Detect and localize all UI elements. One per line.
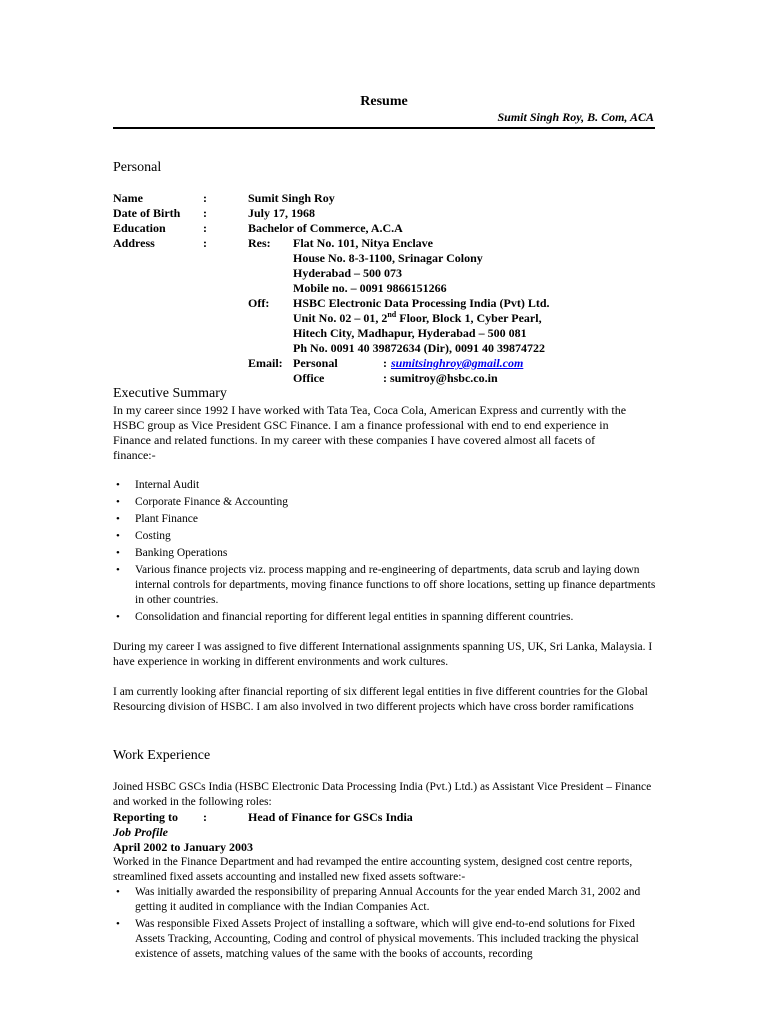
- summary-paragraph: I am currently looking after financial reporting of six different legal entities in five different countries for the Global Resourcing division of HSBC. I am also involved in two different projects which have cross border ramifications: [113, 686, 648, 713]
- education-label: Education: [113, 221, 166, 235]
- list-item: • Was initially awarded the responsibility of preparing Annual Accounts for the year ended March 31, 2002 and getting it audited in compliance with the Indian Companies Act.: [113, 885, 658, 915]
- list-item: • Plant Finance: [113, 512, 658, 527]
- education-colon: :: [203, 221, 207, 235]
- job-profile-label: Job Profile: [113, 825, 168, 839]
- list-item: • Costing: [113, 529, 658, 544]
- list-item: • Various finance projects viz. process mapping and re-engineering of departments, data scrub and laying down internal controls for departments, moving finance functions to off shore locations, setting up finance departments in other countries.: [113, 563, 658, 608]
- res-line: House No. 8-3-1100, Srinagar Colony: [293, 251, 483, 265]
- off-line-text: Unit No. 02 – 01, 2: [293, 311, 388, 325]
- name-label: Name: [113, 191, 143, 205]
- list-item: • Internal Audit: [113, 478, 658, 493]
- summary-paragraph: During my career I was assigned to five different International assignments spanning US, UK, Sri Lanka, Malaysia. I have experience in working in different environments and work cultures.: [113, 641, 653, 668]
- off-line: Ph No. 0091 40 39872634 (Dir), 0091 40 39874722: [293, 341, 545, 355]
- name-colon: :: [203, 191, 207, 205]
- role-description: Worked in the Finance Department and had revamped the entire accounting system, designed cost centre reports, streamlined fixed assets accounting and installed new fixed assets software:-: [113, 856, 633, 883]
- reporting-label: Reporting to: [113, 810, 178, 824]
- list-item: • Banking Operations: [113, 546, 658, 561]
- summary-line: Finance and related functions. In my career with these companies I have covered almost all facets of: [113, 433, 596, 447]
- address-colon: :: [203, 236, 207, 250]
- off-line-text: Floor, Block 1, Cyber Pearl,: [396, 311, 542, 325]
- res-line: Mobile no. – 0091 9866151266: [293, 281, 447, 295]
- off-line: [293, 311, 542, 326]
- list-item: • Was responsible Fixed Assets Project of installing a software, which will give end-to-end solutions for Fixed Assets Tracking, Accounting, Coding and control of physical movements. This included tracking the physical existence of assets, matching values of the same with the books of accounts, recording: [113, 917, 658, 962]
- summary-line: In my career since 1992 I have worked with Tata Tea, Coca Cola, American Express and currently with the: [113, 403, 627, 417]
- office-email: : sumitroy@hsbc.co.in: [383, 371, 498, 385]
- summary-line: finance:-: [113, 448, 156, 462]
- email-personal-label: Personal: [293, 356, 338, 370]
- reporting-value: Head of Finance for GSCs India: [248, 810, 413, 824]
- res-line: Flat No. 101, Nitya Enclave: [293, 236, 433, 250]
- dob-colon: :: [203, 206, 207, 220]
- address-label: Address: [113, 236, 155, 250]
- personal-email-link[interactable]: sumitsinghroy@gmail.com: [391, 356, 524, 370]
- header-divider: [113, 127, 655, 129]
- work-bullet-list: [113, 885, 658, 964]
- res-line: Hyderabad – 500 073: [293, 266, 403, 280]
- off-line: Hitech City, Madhapur, Hyderabad – 500 081: [293, 326, 527, 340]
- reporting-colon: :: [203, 810, 207, 824]
- personal-heading: Personal: [113, 160, 162, 175]
- summary-line: HSBC group as Vice President GSC Finance. I am a finance professional with end to end experience in: [113, 418, 609, 432]
- ordinal-suffix: nd: [387, 310, 397, 319]
- email-office-label: Office: [293, 371, 325, 385]
- role-period: April 2002 to January 2003: [113, 840, 254, 854]
- dob-value: July 17, 1968: [248, 206, 316, 220]
- dob-label: Date of Birth: [113, 206, 181, 220]
- email-label: Email:: [248, 356, 283, 370]
- list-item: • Corporate Finance & Accounting: [113, 495, 658, 510]
- author-name: Sumit Singh Roy, B. Com, ACA: [497, 110, 654, 124]
- work-experience-heading: Work Experience: [113, 748, 211, 763]
- res-label: Res:: [248, 236, 271, 250]
- list-item: • Consolidation and financial reporting for different legal entities in spanning different countries.: [113, 610, 658, 625]
- summary-bullet-list: [113, 478, 658, 627]
- work-intro: Joined HSBC GSCs India (HSBC Electronic Data Processing India (Pvt.) Ltd.) as Assistant Vice President – Finance and worked in the following roles:: [113, 781, 652, 808]
- education-value: Bachelor of Commerce, A.C.A: [248, 221, 403, 235]
- off-line: HSBC Electronic Data Processing India (Pvt) Ltd.: [293, 296, 550, 310]
- off-label: Off:: [248, 296, 270, 310]
- document-title: Resume: [360, 94, 408, 109]
- email-personal-colon: :: [383, 356, 387, 370]
- name-value: Sumit Singh Roy: [248, 191, 335, 205]
- executive-summary-heading: Executive Summary: [113, 386, 227, 401]
